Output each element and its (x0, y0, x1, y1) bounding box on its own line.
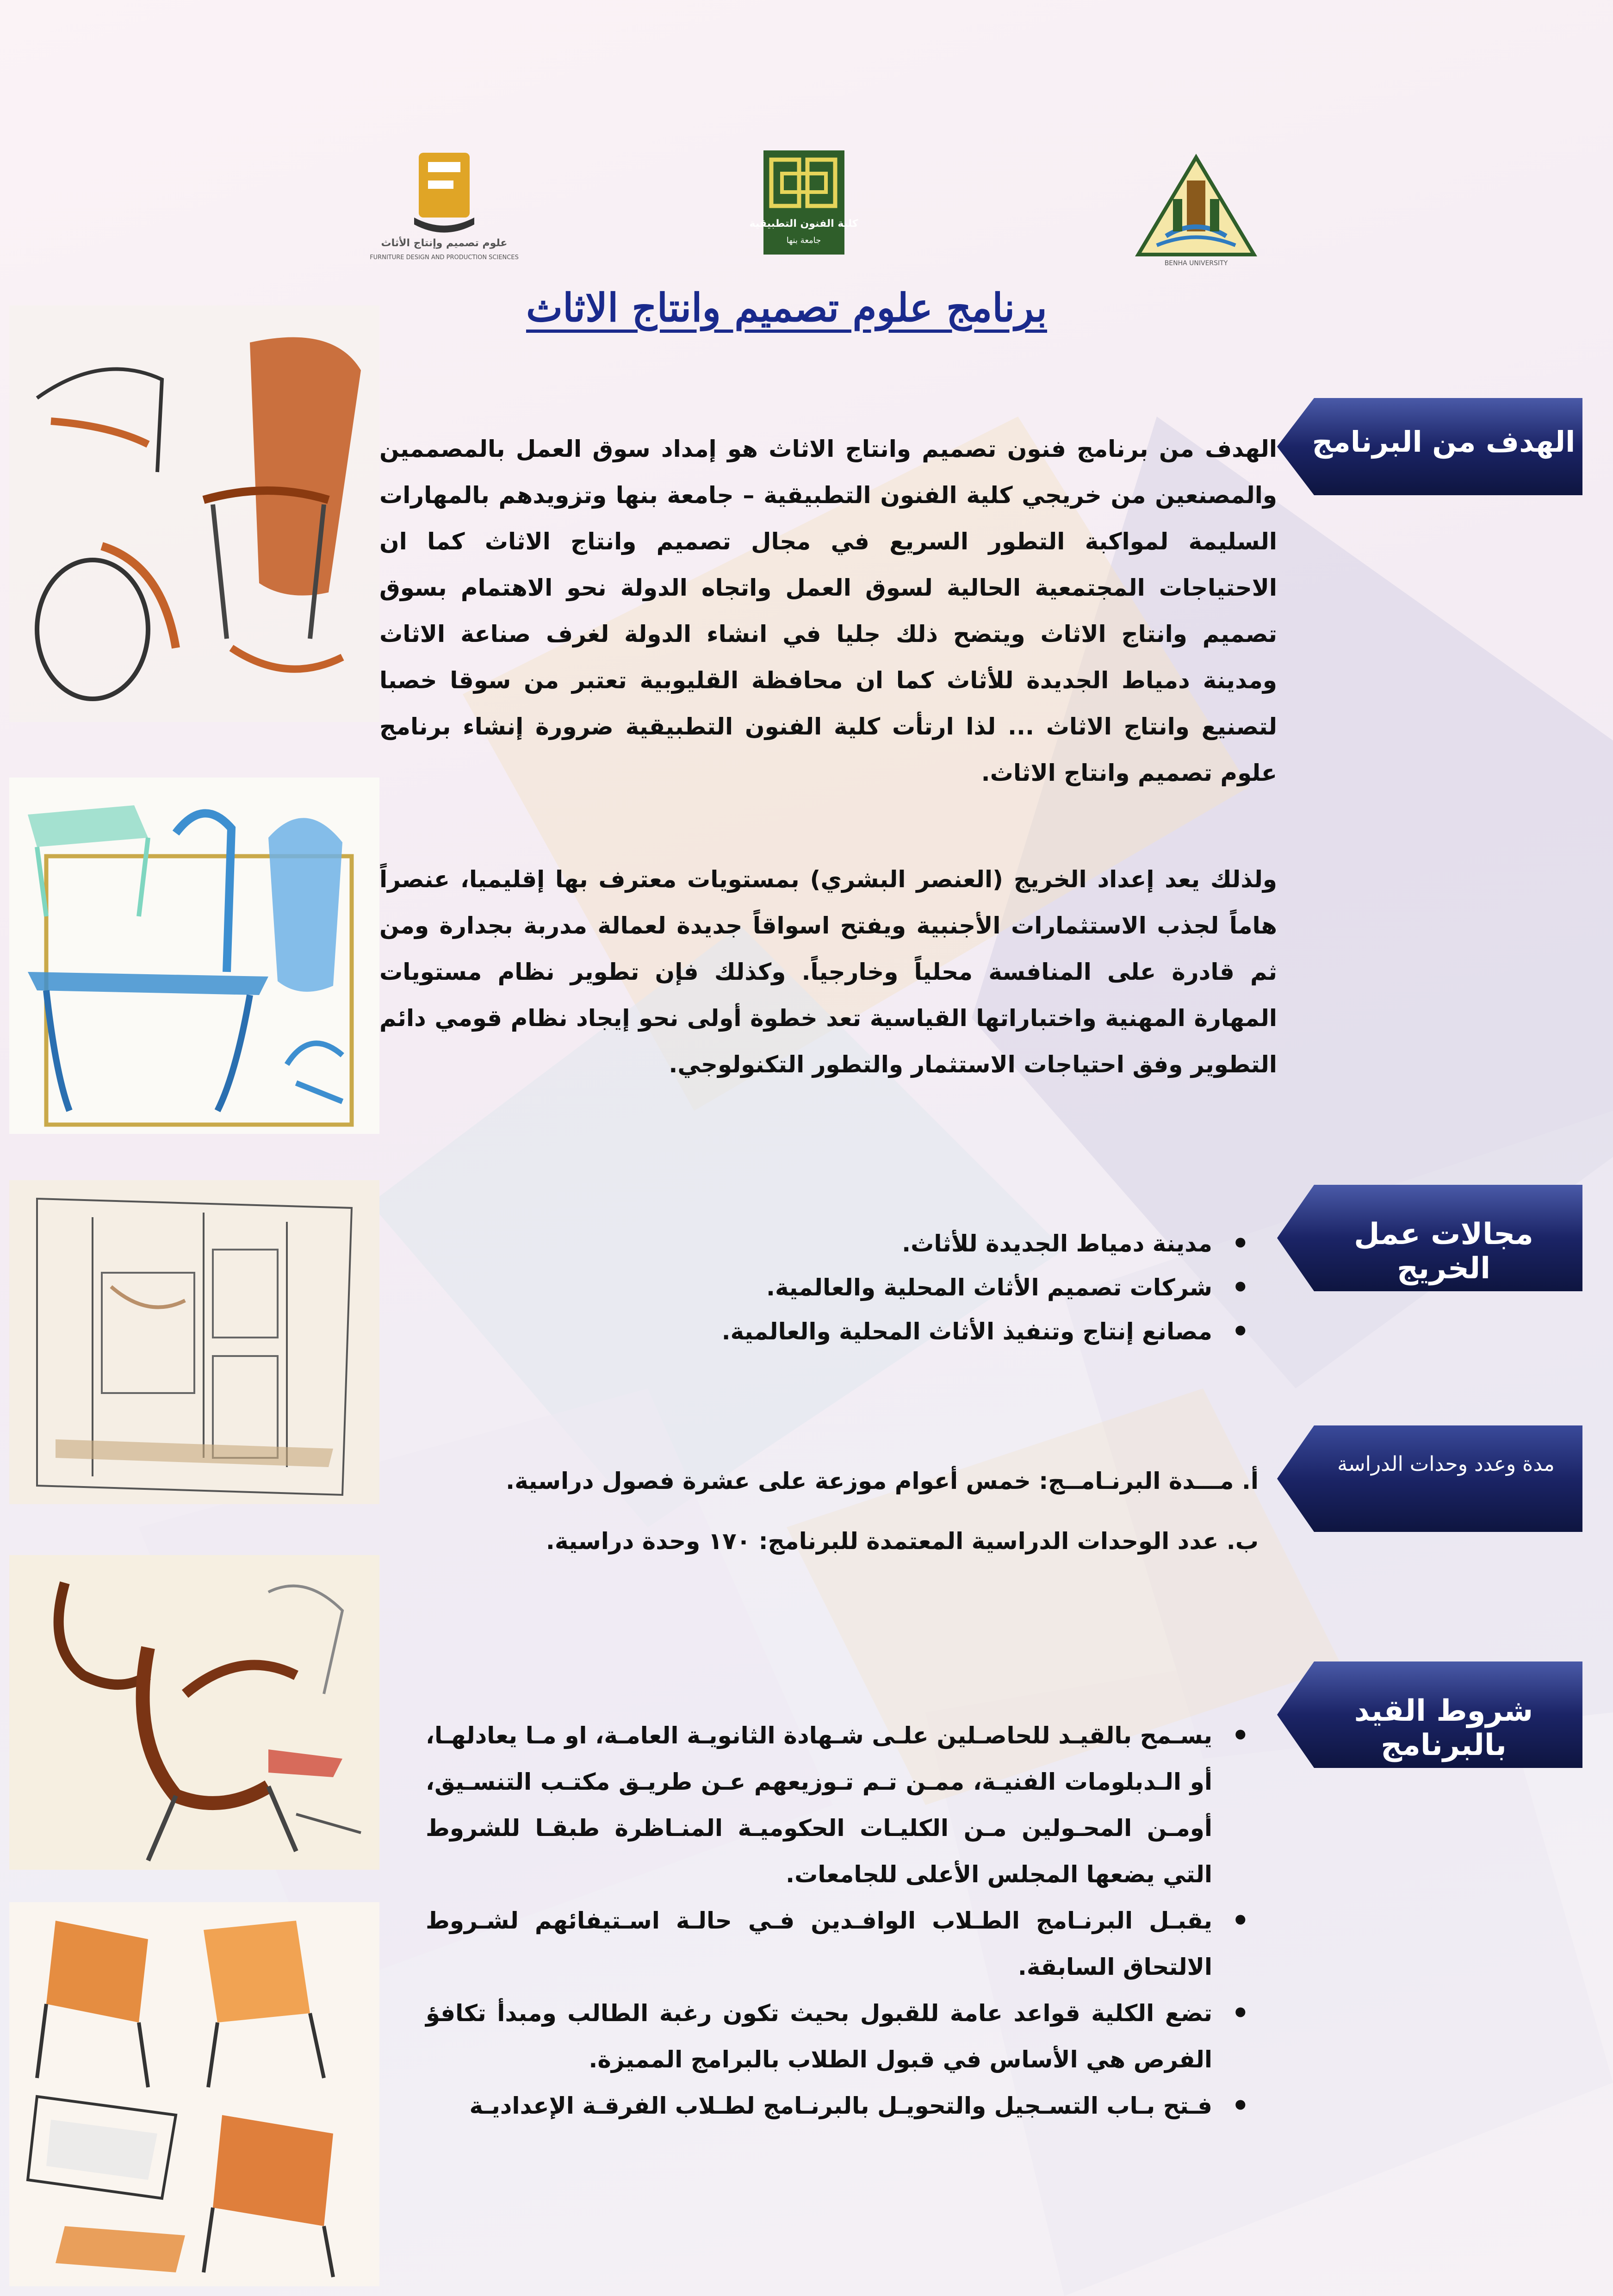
svg-text:جامعة بنها: جامعة بنها (786, 236, 821, 245)
svg-text:FURNITURE DESIGN AND PRODUCTIO: FURNITURE DESIGN AND PRODUCTION SCIENCES (370, 254, 519, 261)
applied-arts-logo-icon (749, 148, 858, 257)
careers-item-1: • مدينة دمياط الجديدة للأثاث. (648, 1222, 1249, 1266)
svg-text:BENHA UNIVERSITY: BENHA UNIVERSITY (1164, 260, 1228, 267)
careers-list (648, 1222, 1249, 1354)
benha-university-logo (1129, 153, 1263, 268)
orange-chairs-sketch-drawing (9, 1902, 379, 2286)
admission-section-title: شروط القيد بالبرنامج (1354, 1694, 1533, 1762)
duration-item-2: ب. عدد الوحدات الدراسية المعتمدة للبرنامج: ١٧٠ وحدة دراسية. (546, 1528, 1259, 1555)
benha-university-logo-icon (1129, 153, 1263, 268)
admission-item-3: • تضع الكلية قواعد عامة للقبول بحيث تكون رغبة الطالب ومبدأ تكافؤ الفرص هي الأساس في قبول الطلاب بالبرامج المميزة. (426, 1990, 1249, 2083)
page-title: برنامج علوم تصميم وانتاج الاثاث (526, 285, 1047, 330)
interior-sketch-drawing (9, 1180, 379, 1504)
duration-section-title: مدة وعدد وحدات الدراسة (1337, 1452, 1555, 1476)
duration-section-tag (1277, 1425, 1582, 1532)
furniture-program-logo (370, 148, 518, 264)
svg-text:كلية الفنون التطبيقية: كلية الفنون التطبيقية (749, 218, 858, 230)
careers-section-title: مجالات عمل الخريج (1354, 1217, 1533, 1286)
goal-paragraph-1: الهدف من برنامج فنون تصميم وانتاج الاثاث هو إمداد سوق العمل بالمصممين والمصنعين من خريجي كلية الفنون التطبيقية – جامعة بنها وتزويدهم بالمهارات السليمة لمواكبة التطور السريع في مجال تصميم وانتاج الاثاث كما ان الاحتياجات المجتمعية الحالية لسوق العمل واتجاه الدولة نحو الاهتمام بسوق تصميم وانتاج الاثاث ويتضح ذلك جليا في انشاء الدولة لغرف صناعة الاثاث ومدينة دمياط الجديدة للأثاث كما ان محافظة القليوبية تعتبر من سوقا خصبا لتصنيع وانتاج الاثاث ... لذا ارتأت كلية الفنون التطبيقية ضرورة إنشاء برنامج علوم تصميم وانتاج الاثاث. (379, 436, 1277, 786)
interior-sketch-image (9, 1180, 379, 1504)
admission-item-1: • يسـمح بالقيـد للحاصـلين علـى شـهادة الثانويـة العامـة، او مـا يعادلهـا، أو الـدبلومات الفنيـة، ممـن تـم تـوزيعهم عـن طريـق مكتـب التنسـيق، أومـن المحـولين مـن الكليـات الحكوميـة المنـاظرة طبقـا للشروط التي يضعها المجلس الأعلى للجامعات. (426, 1712, 1249, 1898)
duration-item-1: أ. مـــدة البرنـامــج: خمس أعوام موزعة على عشرة فصول دراسية. (506, 1468, 1259, 1494)
chair-sketch-drawing (9, 305, 379, 722)
admission-item-2: • يقبـل البرنـامج الطـلاب الوافـدين فـي حالـة اسـتيفائهم لشـروط الالتحاق السابقة. (426, 1898, 1249, 1990)
glass-furniture-render-drawing (9, 778, 379, 1134)
bent-chair-sketch-image (9, 1555, 379, 1870)
admission-list (426, 1712, 1249, 2129)
careers-section-tag (1277, 1185, 1582, 1291)
glass-furniture-render-image (9, 778, 379, 1134)
goal-paragraph-2: ولذلك يعد إعداد الخريج (العنصر البشري) بمستويات معترف بها إقليميا، عنصراً هاماً لجذب الاستثمارات الأجنبية ويفتح اسواقاً جديدة لعمالة مدربة بجدارة ومن ثم قادرة على المنافسة محلياً وخارجياً. وكذلك فإن تطوير نظام مستويات المهارة المهنية واختباراتها القياسية تعد خطوة أولى نحو إيجاد نظام قومي دائم التطوير وفق احتياجات الاستثمار والتطور التكنولوجي. (379, 866, 1277, 1078)
careers-item-2: • شركات تصميم الأثاث المحلية والعالمية. (648, 1266, 1249, 1310)
goal-section-tag (1277, 398, 1582, 495)
chair-sketch-image (9, 305, 379, 722)
furniture-program-logo-icon (370, 148, 518, 264)
duration-arrow-shape (1277, 1425, 1582, 1532)
goal-section-title: الهدف من البرنامج (1312, 425, 1576, 459)
admission-item-4: • فـتح بـاب التسـجيل والتحويـل بالبرنـامج لطـلاب الفرقـة الإعداديـة (426, 2083, 1249, 2129)
orange-chairs-sketch-image (9, 1902, 379, 2286)
svg-text:علوم تصميم وإنتاج الأثاث: علوم تصميم وإنتاج الأثاث (381, 237, 508, 249)
careers-item-3: • مصانع إنتاج وتنفيذ الأثاث المحلية والعالمية. (648, 1310, 1249, 1354)
applied-arts-logo (749, 148, 858, 257)
bent-chair-sketch-drawing (9, 1555, 379, 1870)
admission-section-tag (1277, 1661, 1582, 1768)
